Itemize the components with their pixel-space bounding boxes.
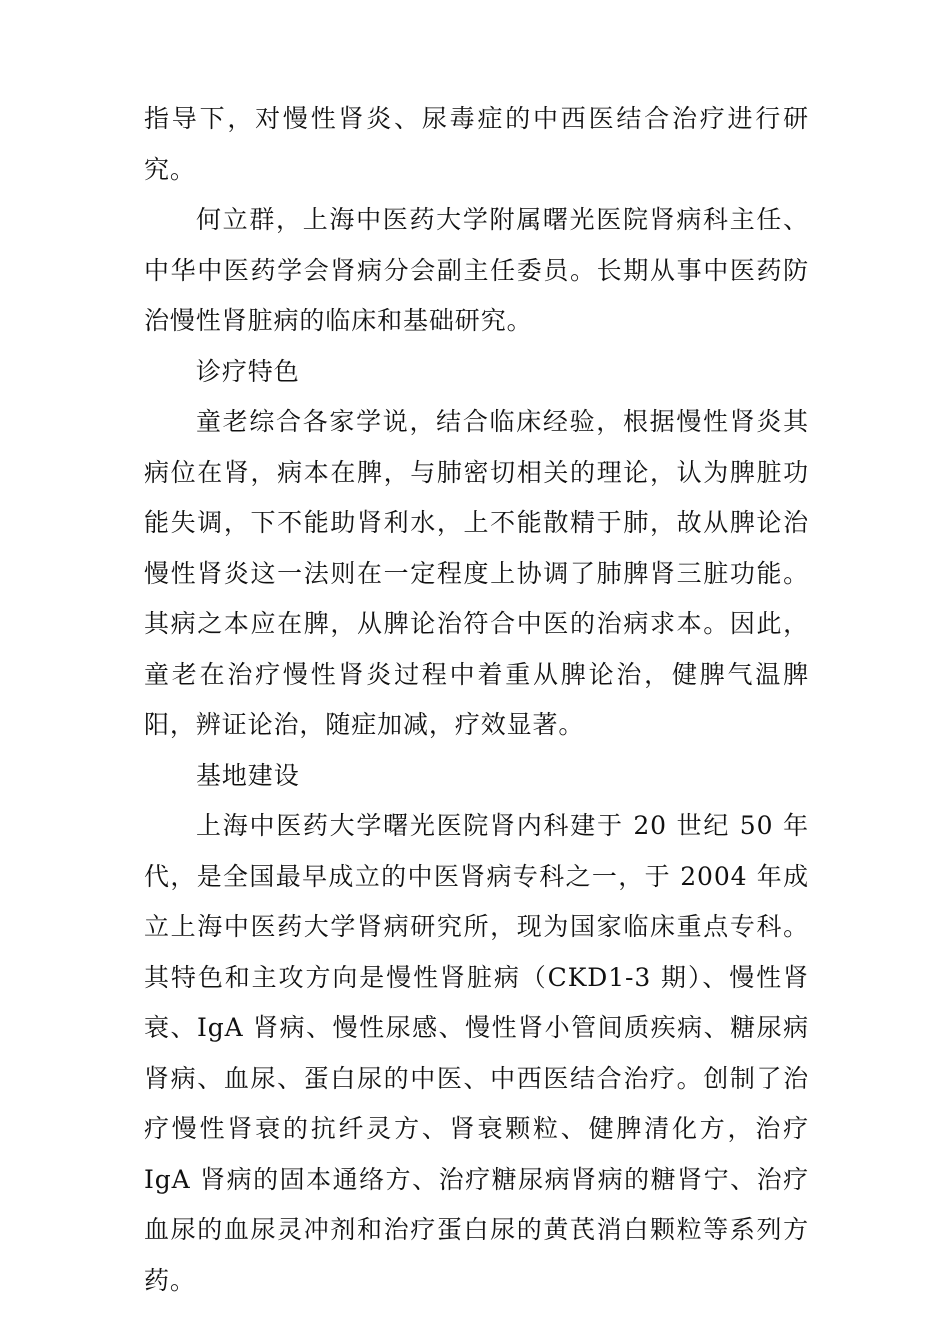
paragraph-diagnosis-features: 童老综合各家学说，结合临床经验，根据慢性肾炎其病位在肾，病本在脾，与肺密切相关的理论，认为脾脏功能失调，下不能助肾利水，上不能散精于肺，故从脾论治慢性肾炎这一法则在一定程度上协调了肺脾肾三脏功能。其病之本应在脾，从脾论治符合中医的治病求本。因此，童老在治疗慢性肾炎过程中着重从脾论治，健脾气温脾阳，辨证论治，随症加减，疗效显著。 — [144, 407, 809, 739]
document-page — [144, 94, 809, 1306]
section-heading-diagnosis-features: 诊疗特色 — [196, 356, 300, 386]
paragraph-he-liqun-bio: 何立群，上海中医药大学附属曙光医院肾病科主任、中华中医药学会肾病分会副主任委员。长期从事中医药防治慢性肾脏病的临床和基础研究。 — [144, 205, 809, 335]
section-heading-base-construction: 基地建设 — [196, 760, 300, 790]
paragraph-base-construction: 上海中医药大学曙光医院肾内科建于 20 世纪 50 年代，是全国最早成立的中医肾病专科之一，于 2004 年成立上海中医药大学肾病研究所，现为国家临床重点专科。其特色和主攻方向是慢性肾脏病（CKD1-3 期）、慢性肾衰、IgA 肾病、慢性尿感、慢性肾小管间质疾病、糖尿病肾病、血尿、蛋白尿的中医、中西医结合治疗。创制了治疗慢性肾衰的抗纤灵方、肾衰颗粒、健脾清化方，治疗 IgA 肾病的固本通络方、治疗糖尿病肾病的糖肾宁、治疗血尿的血尿灵冲剂和治疗蛋白尿的黄芪消白颗粒等系列方药。 — [144, 811, 809, 1295]
paragraph-continuation: 指导下，对慢性肾炎、尿毒症的中西医结合治疗进行研究。 — [144, 104, 809, 184]
